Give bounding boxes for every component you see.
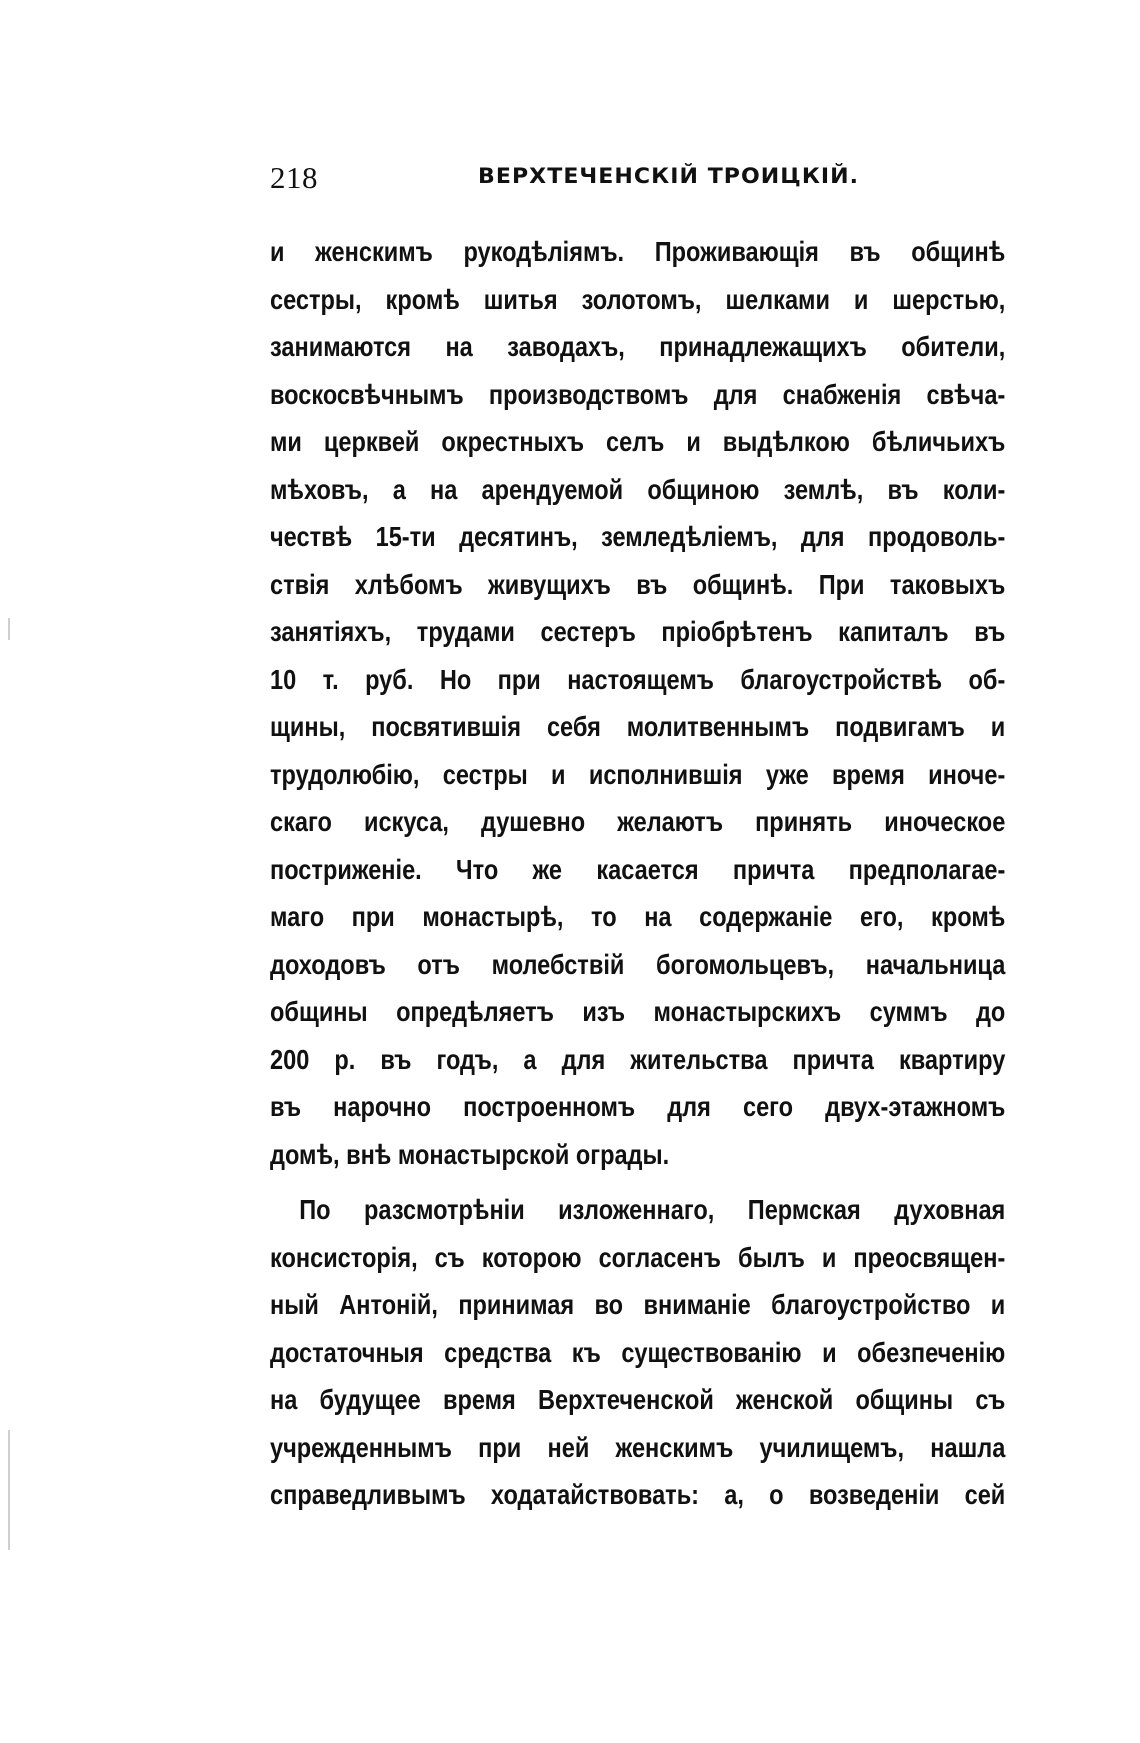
- text-line: мѣховъ, а на арендуемой общиною землѣ, въ коли-: [270, 473, 1006, 505]
- text-line: занятіяхъ, трудами сестеръ пріобрѣтенъ капиталъ въ: [270, 616, 1006, 647]
- text-line: ми церквей окрестныхъ селъ и выдѣлкою бѣличьихъ: [270, 426, 1006, 457]
- text-line: маго при монастырѣ, то на содержаніе его, кромѣ: [270, 901, 1006, 932]
- text-line: трудолюбію, сестры и исполнившія уже время иноче-: [270, 758, 1006, 790]
- text-line: достаточныя средства къ существованію и обезпеченію: [270, 1336, 1006, 1368]
- text-line: воскосвѣчнымъ производствомъ для снабженія свѣча-: [270, 378, 1006, 410]
- text-line: въ нарочно построенномъ для сего двух-этажномъ: [270, 1091, 1006, 1122]
- body-text: [270, 228, 1005, 1519]
- running-head: [270, 160, 1010, 200]
- paragraph-1: [270, 228, 1005, 1178]
- text-line: сестры, кромѣ шитья золотомъ, шелками и шерстью,: [270, 283, 1006, 315]
- text-line: ный Антоній, принимая во вниманіе благоустройство и: [270, 1289, 1006, 1320]
- text-line: щины, посвятившія себя молитвеннымъ подвигамъ и: [270, 711, 1006, 742]
- paragraph-2: [270, 1186, 1005, 1519]
- running-head-title: ВЕРХТЕЧЕНСКІЙ ТРОИЦКІЙ.: [478, 164, 860, 188]
- text-line: скаго искуса, душевно желаютъ принять иноческое: [270, 806, 1006, 837]
- text-line: чествѣ 15-ти десятинъ, земледѣліемъ, для продоволь-: [270, 521, 1006, 552]
- text-line: общины опредѣляетъ изъ монастырскихъ суммъ до: [270, 996, 1006, 1027]
- text-line: доходовъ отъ молебствій богомольцевъ, начальница: [270, 948, 1006, 980]
- text-line: справедливымъ ходатайствовать: а, о возведеніи сей: [270, 1479, 1006, 1510]
- text-line: 10 т. руб. Но при настоящемъ благоустройствѣ об-: [270, 663, 1006, 695]
- text-line: постриженіе. Что же касается причта предполагае-: [270, 853, 1006, 885]
- page-number: 218: [270, 160, 318, 195]
- text-line: учрежденнымъ при ней женскимъ училищемъ, нашла: [270, 1431, 1006, 1463]
- text-line: ствія хлѣбомъ живущихъ въ общинѣ. При таковыхъ: [270, 568, 1006, 600]
- text-line: По разсмотрѣніи изложеннаго, Пермская духовная: [299, 1194, 1006, 1225]
- text-line: занимаются на заводахъ, принадлежащихъ обители,: [270, 331, 1006, 362]
- text-line: на будущее время Верхтеченской женской общины съ: [270, 1384, 1006, 1415]
- text-line: 200 р. въ годъ, а для жительства причта квартиру: [270, 1043, 1006, 1075]
- text-line: и женскимъ рукодѣліямъ. Проживающія въ общинѣ: [270, 236, 1006, 267]
- text-line: домѣ, внѣ монастырской ограды.: [270, 1138, 670, 1170]
- scan-edge-mark: [8, 1430, 10, 1550]
- paragraph-gap: [270, 1178, 1005, 1186]
- scan-edge-mark: [8, 618, 10, 640]
- text-line: консисторія, съ которою согласенъ былъ и преосвящен-: [270, 1241, 1006, 1273]
